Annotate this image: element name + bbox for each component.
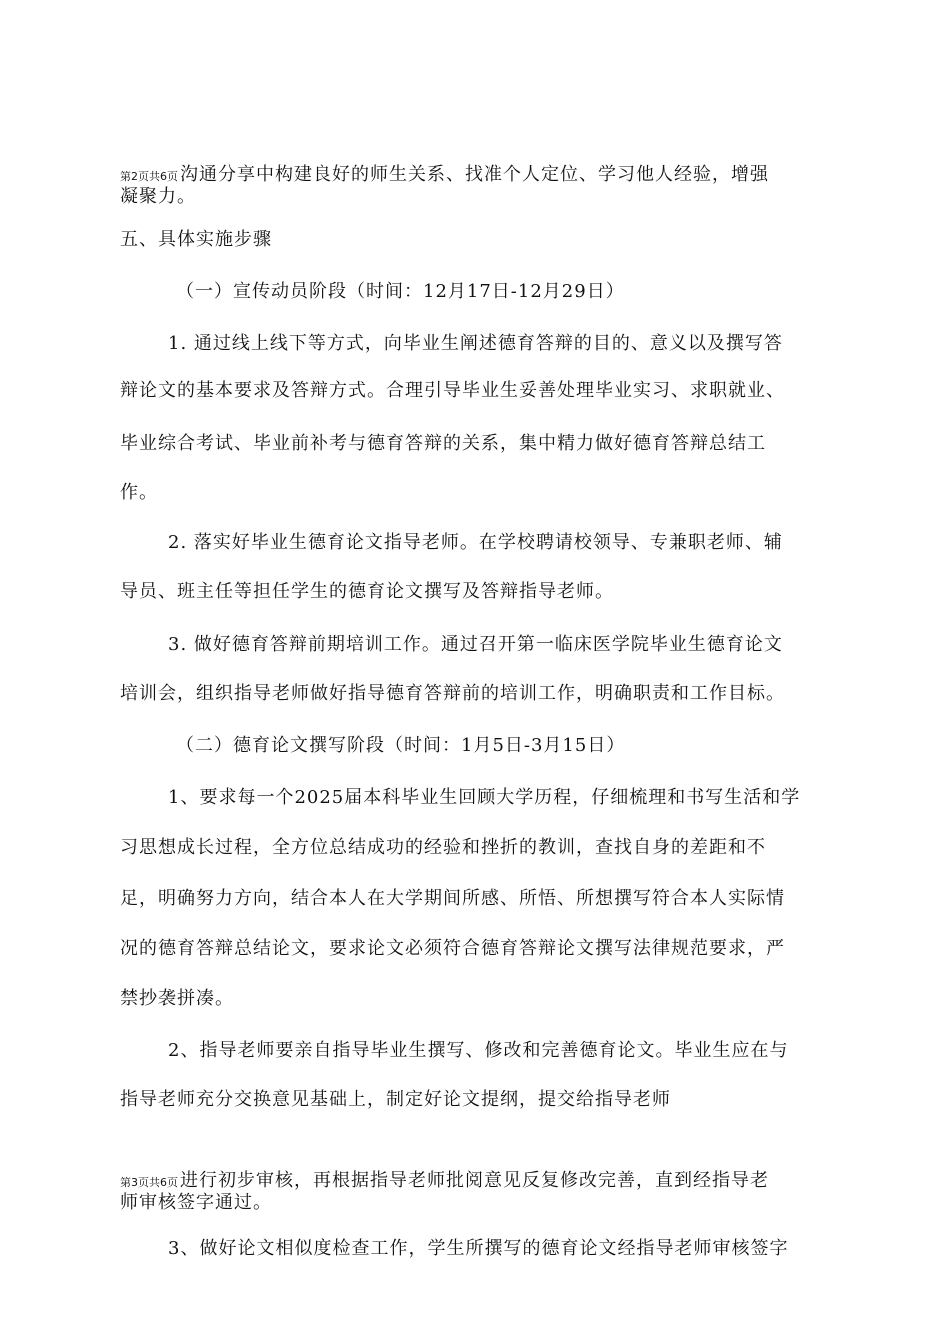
page-3-marker: 第3页共6页: [120, 1176, 178, 1189]
stage1-item1-line1: 1. 通过线上线下等方式，向毕业生阐述德育答辩的目的、意义以及撰写答: [168, 333, 783, 354]
stage2-item2-line1: 2、指导老师要亲自指导毕业生撰写、修改和完善德育论文。毕业生应在与: [168, 1040, 789, 1061]
section-5-heading: 五、具体实施步骤: [120, 229, 272, 250]
stage1-item3-line2: 培训会，组织指导老师做好指导德育答辩前的培训工作，明确职责和工作目标。: [120, 683, 785, 704]
stage-2-heading: （二）德育论文撰写阶段（时间：1月5日-3月15日）: [176, 735, 626, 756]
stage1-item1-line4: 作。: [120, 482, 158, 503]
stage1-item1-line3: 毕业综合考试、毕业前补考与德育答辩的关系，集中精力做好德育答辩总结工: [120, 433, 766, 454]
page3-top-text-1: 进行初步审核，再根据指导老师批阅意见反复修改完善，直到经指导老: [180, 1170, 769, 1191]
stage2-item1-line2: 习思想成长过程，全方位总结成功的经验和挫折的教训，查找自身的差距和不: [120, 837, 766, 858]
page3-item3-line1: 3、做好论文相似度检查工作，学生所撰写的德育论文经指导老师审核签字: [168, 1238, 789, 1259]
stage1-item3-line1: 3. 做好德育答辩前期培训工作。通过召开第一临床医学院毕业生德育论文: [168, 634, 783, 655]
page3-top-line-2: 师审核签字通过。: [120, 1192, 272, 1213]
page2-top-line-2: 凝聚力。: [120, 186, 196, 207]
stage2-item1-line4: 况的德育答辩总结论文，要求论文必须符合德育答辩论文撰写法律规范要求，严: [120, 938, 785, 959]
page3-top-line-1: [120, 1170, 950, 1194]
stage2-item2-line2: 指导老师充分交换意见基础上，制定好论文提纲，提交给指导老师: [120, 1089, 671, 1110]
stage2-item1-line1: 1、要求每一个2025届本科毕业生回顾大学历程，仔细梳理和书写生活和学: [168, 787, 801, 808]
stage1-item1-line2: 辩论文的基本要求及答辩方式。合理引导毕业生妥善处理毕业实习、求职就业、: [120, 380, 785, 401]
stage1-item2-line1: 2. 落实好毕业生德育论文指导老师。在学校聘请校领导、专兼职老师、辅: [168, 532, 783, 553]
stage2-item1-line5: 禁抄袭拼凑。: [120, 988, 234, 1009]
page-2-marker: 第2页共6页: [120, 170, 178, 183]
page2-top-line-1: [120, 164, 950, 188]
stage2-item1-line3: 足，明确努力方向，结合本人在大学期间所感、所悟、所想撰写符合本人实际情: [120, 888, 785, 909]
stage1-item2-line2: 导员、班主任等担任学生的德育论文撰写及答辩指导老师。: [120, 581, 614, 602]
stage-1-heading: （一）宣传动员阶段（时间：12月17日-12月29日）: [176, 281, 625, 302]
page2-top-text-1: 沟通分享中构建良好的师生关系、找准个人定位、学习他人经验，增强: [180, 164, 769, 185]
